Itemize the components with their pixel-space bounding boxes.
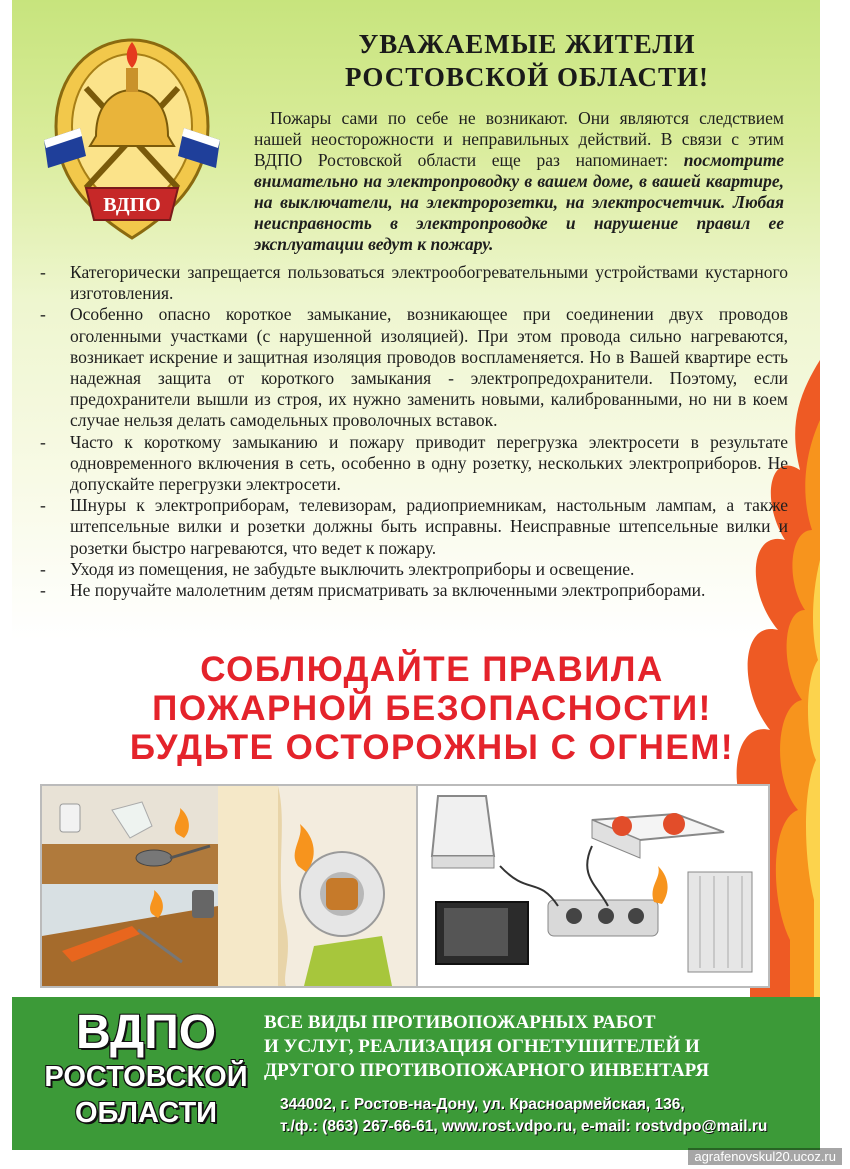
title-line-2: РОСТОВСКОЙ ОБЛАСТИ! xyxy=(345,62,709,92)
list-item: - Не поручайте малолетним детям присматривать за включенными электроприборами. xyxy=(40,580,788,601)
list-item: - Категорически запрещается пользоваться электрообогревательными устройствами кустарного изготовления. xyxy=(40,262,788,304)
warning-line-2: ПОЖАРНОЙ БЕЗОПАСНОСТИ! xyxy=(152,689,712,728)
services-text xyxy=(264,1011,804,1083)
address: 344002, г. Ростов-на-Дону, ул. Красноармейская, 136, xyxy=(280,1096,685,1113)
contact-info xyxy=(280,1094,820,1138)
footer-banner xyxy=(12,997,820,1150)
title-line-1: УВАЖАЕМЫЕ ЖИТЕЛИ xyxy=(358,29,696,59)
warning-slogan xyxy=(42,650,820,767)
services-line-1: ВСЕ ВИДЫ ПРОТИВОПОЖАРНЫХ РАБОТ xyxy=(264,1012,656,1033)
rules-list xyxy=(40,262,788,601)
intro-emphasis: посмотрите внимательно на электропроводку в вашем доме, в вашей квартире, на выключатели, на электророзетки, на электросчетчик. Любая неисправность в электропроводке и нарушение правил ее эксплуатации ведут к пожару. xyxy=(254,150,785,254)
intro-text: Пожары сами по себе не возникают. Они являются следствием нашей неосторожности и неправильных действий. В связи с этим ВДПО Ростовской области еще раз напоминает: xyxy=(254,108,784,170)
org-line-2: РОСТОВСКОЙ xyxy=(44,1061,248,1093)
org-line-1: ВДПО xyxy=(75,1006,217,1059)
emblem-label: ВДПО xyxy=(103,194,161,216)
org-line-3: ОБЛАСТИ xyxy=(74,1097,218,1129)
site-watermark: agrafenovskul20.ucoz.ru xyxy=(688,1148,842,1165)
vdpo-emblem xyxy=(34,28,230,248)
org-name xyxy=(32,1007,260,1131)
list-item: - Шнуры к электроприборам, телевизорам, радиоприемникам, настольным лампам, а также штепсельные вилки и розетки должны быть исправны. Неисправные штепсельные вилки и розетки быстро нагреваются, что ведет к пожару. xyxy=(40,495,788,559)
intro-paragraph xyxy=(254,108,784,255)
list-item: - Часто к короткому замыканию и пожару приводит перегрузка электросети в результате одновременного включения в сеть, особенно в одну розетку, нескольких электроприборов. Не допускайте перегрузки электросети. xyxy=(40,432,788,496)
list-item: - Уходя из помещения, не забудьте выключить электроприборы и освещение. xyxy=(40,559,788,580)
services-line-3: ДРУГОГО ПРОТИВОПОЖАРНОГО ИНВЕНТАРЯ xyxy=(264,1060,710,1081)
poster xyxy=(12,0,820,1150)
illustration-left xyxy=(40,784,418,988)
list-item: - Особенно опасно короткое замыкание, возникающее при соединении двух проводов оголенными участками (с нарушенной изоляцией). При этом провода сильно нагреваются, возникает искрение и защитная изоляция проводов воспламеняется. Но в Вашей квартире есть надежная защита от короткого замыкания - электропредохранители. Поэтому, если предохранители вышли из строя, их нужно заменить новыми, калиброванными, но ни в коем случае нельзя делать самодельных проволочных вставок. xyxy=(40,304,788,431)
phone-web-email: т./ф.: (863) 267-66-61, www.rost.vdpo.ru, e-mail: rostvdpo@mail.ru xyxy=(280,1118,768,1135)
page-title xyxy=(262,28,792,94)
illustration-right xyxy=(416,784,770,988)
services-line-2: И УСЛУГ, РЕАЛИЗАЦИЯ ОГНЕТУШИТЕЛЕЙ И xyxy=(264,1036,700,1057)
warning-line-3: БУДЬТЕ ОСТОРОЖНЫ С ОГНЕМ! xyxy=(129,728,735,767)
warning-line-1: СОБЛЮДАЙТЕ ПРАВИЛА xyxy=(200,650,664,689)
